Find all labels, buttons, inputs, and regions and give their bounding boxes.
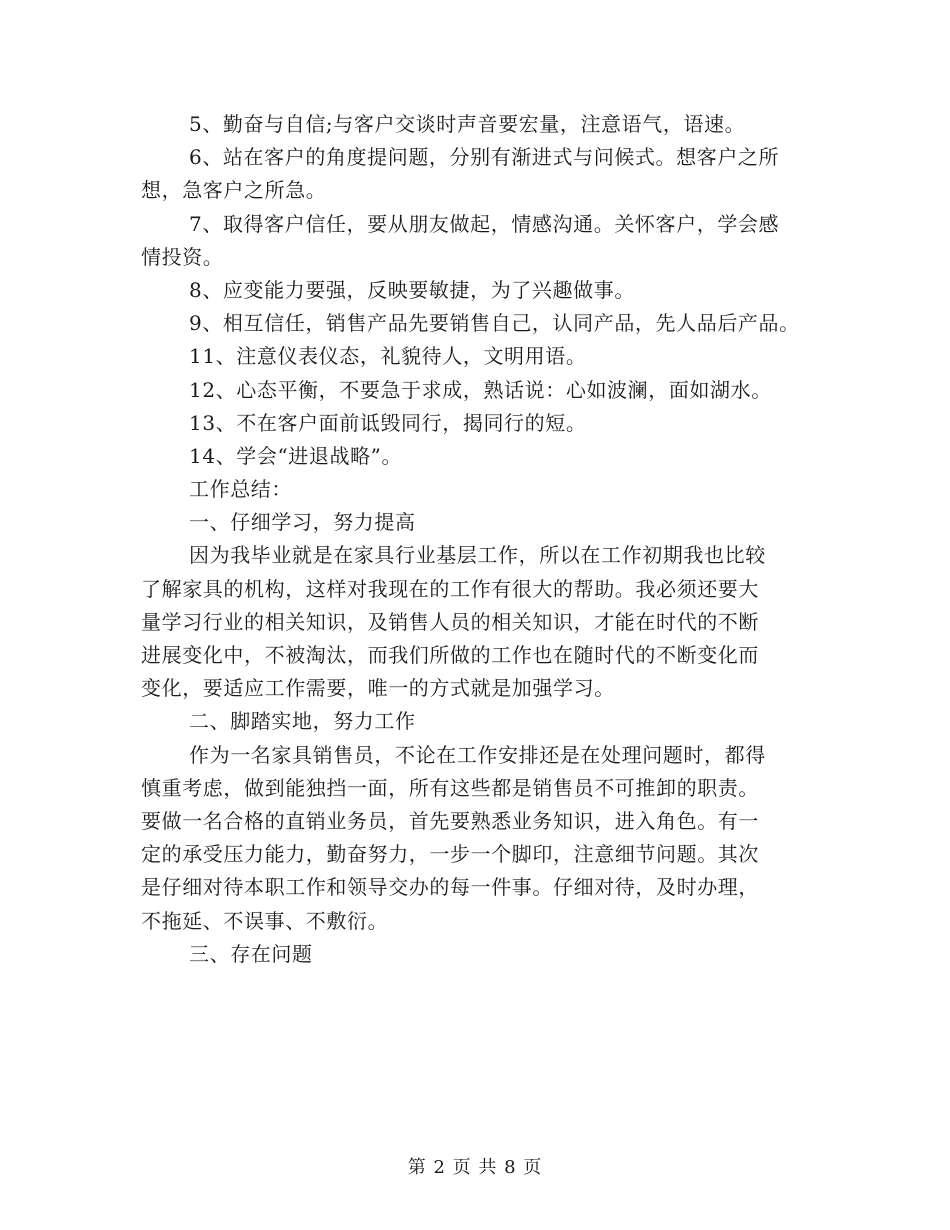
text-line: 作为一名家具销售员，不论在工作安排还是在处理问题时，都得 xyxy=(189,742,766,767)
page-footer: 第 2 页 共 8 页 xyxy=(407,1157,543,1178)
text-line: 定的承受压力能力，勤奋努力，一步一个脚印，注意细节问题。其次 xyxy=(141,842,759,867)
text-line: 变化，要适应工作需要，唯一的方式就是加强学习。 xyxy=(141,676,615,701)
text-line: 情投资。 xyxy=(141,244,224,269)
text-line: 慎重考虑，做到能独挡一面，所有这些都是销售员不可推卸的职责。 xyxy=(141,775,759,800)
text-line: 要做一名合格的直销业务员，首先要熟悉业务知识，进入角色。有一 xyxy=(141,808,759,833)
text-line: 二、脚踏实地，努力工作 xyxy=(189,709,416,734)
text-line: 三、存在问题 xyxy=(189,941,313,966)
text-line: 7、取得客户信任，要从朋友做起，情感沟通。关怀客户，学会感 xyxy=(189,211,780,236)
text-line: 因为我毕业就是在家具行业基层工作，所以在工作初期我也比较 xyxy=(189,543,766,568)
text-line: 9、相互信任，销售产品先要销售自己，认同产品，先人品后产品。 xyxy=(189,311,800,336)
text-line: 是仔细对待本职工作和领导交办的每一件事。仔细对待，及时办理， xyxy=(141,875,759,900)
text-line: 11、注意仪表仪态，礼貌待人，文明用语。 xyxy=(189,344,587,369)
text-line: 量学习行业的相关知识，及销售人员的相关知识，才能在时代的不断 xyxy=(141,609,759,634)
text-line: 14、学会“进退战略”。 xyxy=(189,443,403,468)
text-line: 想，急客户之所急。 xyxy=(141,178,327,203)
document-body xyxy=(141,108,831,971)
text-line: 8、应变能力要强，反映要敏捷，为了兴趣做事。 xyxy=(189,277,635,302)
text-line: 进展变化中，不被淘汰，而我们所做的工作也在随时代的不断变化而 xyxy=(141,643,759,667)
text-line: 12、心态平衡，不要急于求成，熟话说：心如波澜，面如湖水。 xyxy=(189,377,772,402)
text-line: 13、不在客户面前诋毁同行，揭同行的短。 xyxy=(189,410,587,435)
text-line: 不拖延、不误事、不敷衍。 xyxy=(141,908,389,933)
text-line: 一、仔细学习，努力提高 xyxy=(189,510,416,535)
text-line: 工作总结： xyxy=(189,477,292,502)
text-line: 了解家具的机构，这样对我现在的工作有很大的帮助。我必须还要大 xyxy=(141,576,759,601)
text-line: 6、站在客户的角度提问题，分别有渐进式与问候式。想客户之所 xyxy=(189,145,780,170)
text-line: 5、勤奋与自信;与客户交谈时声音要宏量，注意语气，语速。 xyxy=(189,112,746,136)
